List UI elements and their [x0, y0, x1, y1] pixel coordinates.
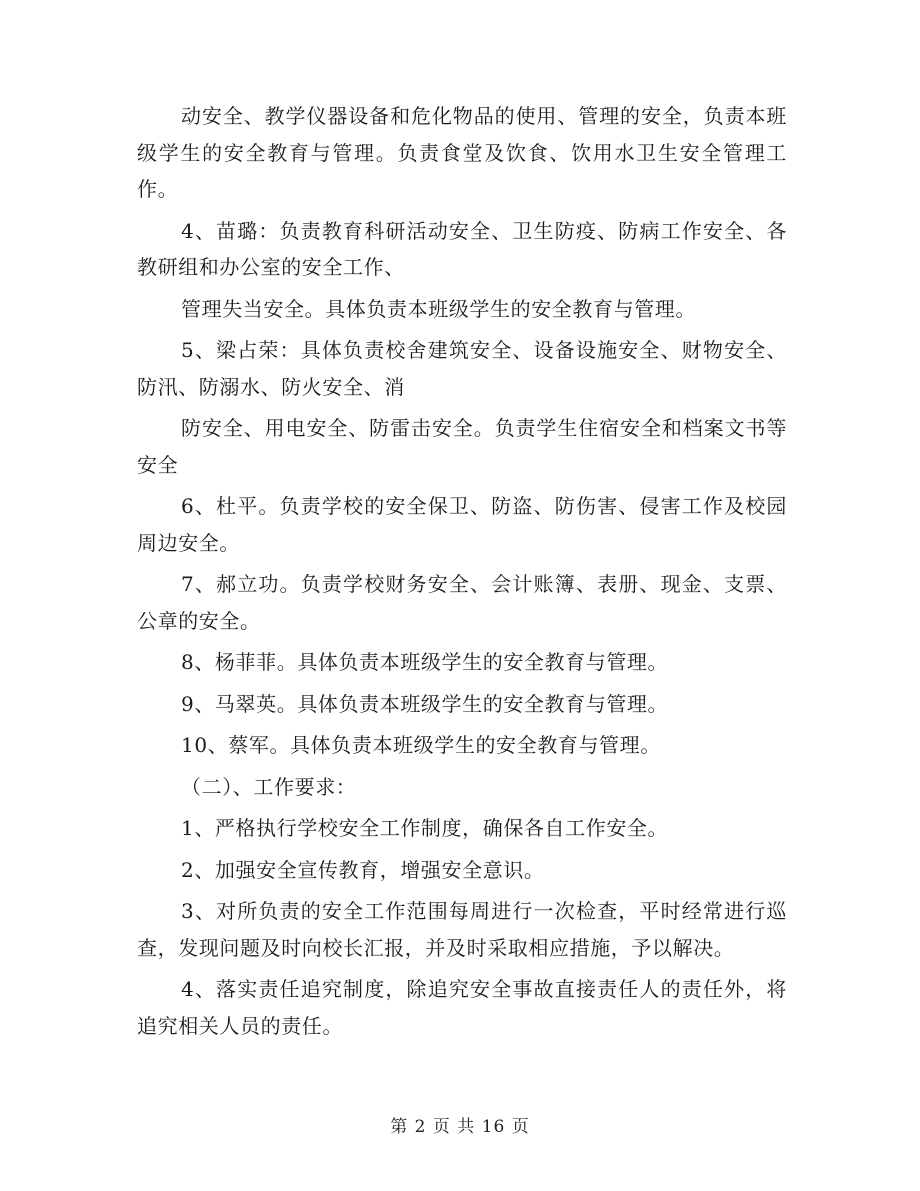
paragraph: 9、马翠英。具体负责本班级学生的安全教育与管理。 — [181, 691, 669, 716]
section-heading: （二）、工作要求： — [181, 774, 357, 799]
paragraph: 10、蔡军。具体负责本班级学生的安全教育与管理。 — [181, 733, 661, 757]
paragraph: 6、杜平。负责学校的安全保卫、防盗、防伤害、侵害工作及校园周边安全。 — [137, 494, 787, 555]
page-number-label: 第 2 页 共 16 页 — [390, 1117, 530, 1137]
paragraph: 8、杨菲菲。具体负责本班级学生的安全教育与管理。 — [181, 650, 669, 674]
paragraph: 5、梁占荣：具体负责校舍建筑安全、设备设施安全、财物安全、防汛、防溺水、防火安全、消 — [137, 338, 787, 399]
paragraph: 1、严格执行学校安全工作制度，确保各自工作安全。 — [181, 816, 669, 840]
document-body — [137, 98, 787, 1049]
paragraph: 7、郝立功。负责学校财务安全、会计账簿、表册、现金、支票、公章的安全。 — [137, 572, 787, 633]
paragraph: 管理失当安全。具体负责本班级学生的安全教育与管理。 — [181, 296, 696, 321]
paragraph: 防安全、用电安全、防雷击安全。负责学生住宿安全和档案文书等安全 — [137, 416, 787, 477]
page-footer — [0, 1112, 920, 1137]
paragraph: 2、加强安全宣传教育，增强安全意识。 — [181, 857, 545, 882]
paragraph: 4、苗璐：负责教育科研活动安全、卫生防疫、防病工作安全、各教研组和办公室的安全工作、 — [137, 218, 787, 279]
paragraph: 动安全、教学仪器设备和危化物品的使用、管理的安全，负责本班级学生的安全教育与管理。负责食堂及饮食、饮用水卫生安全管理工作。 — [137, 104, 787, 201]
paragraph: 4、落实责任追究制度，除追究安全事故直接责任人的责任外，将追究相关人员的责任。 — [137, 977, 787, 1038]
paragraph: 3、对所负责的安全工作范围每周进行一次检查，平时经常进行巡查，发现问题及时向校长汇报，并及时采取相应措施，予以解决。 — [137, 899, 787, 960]
